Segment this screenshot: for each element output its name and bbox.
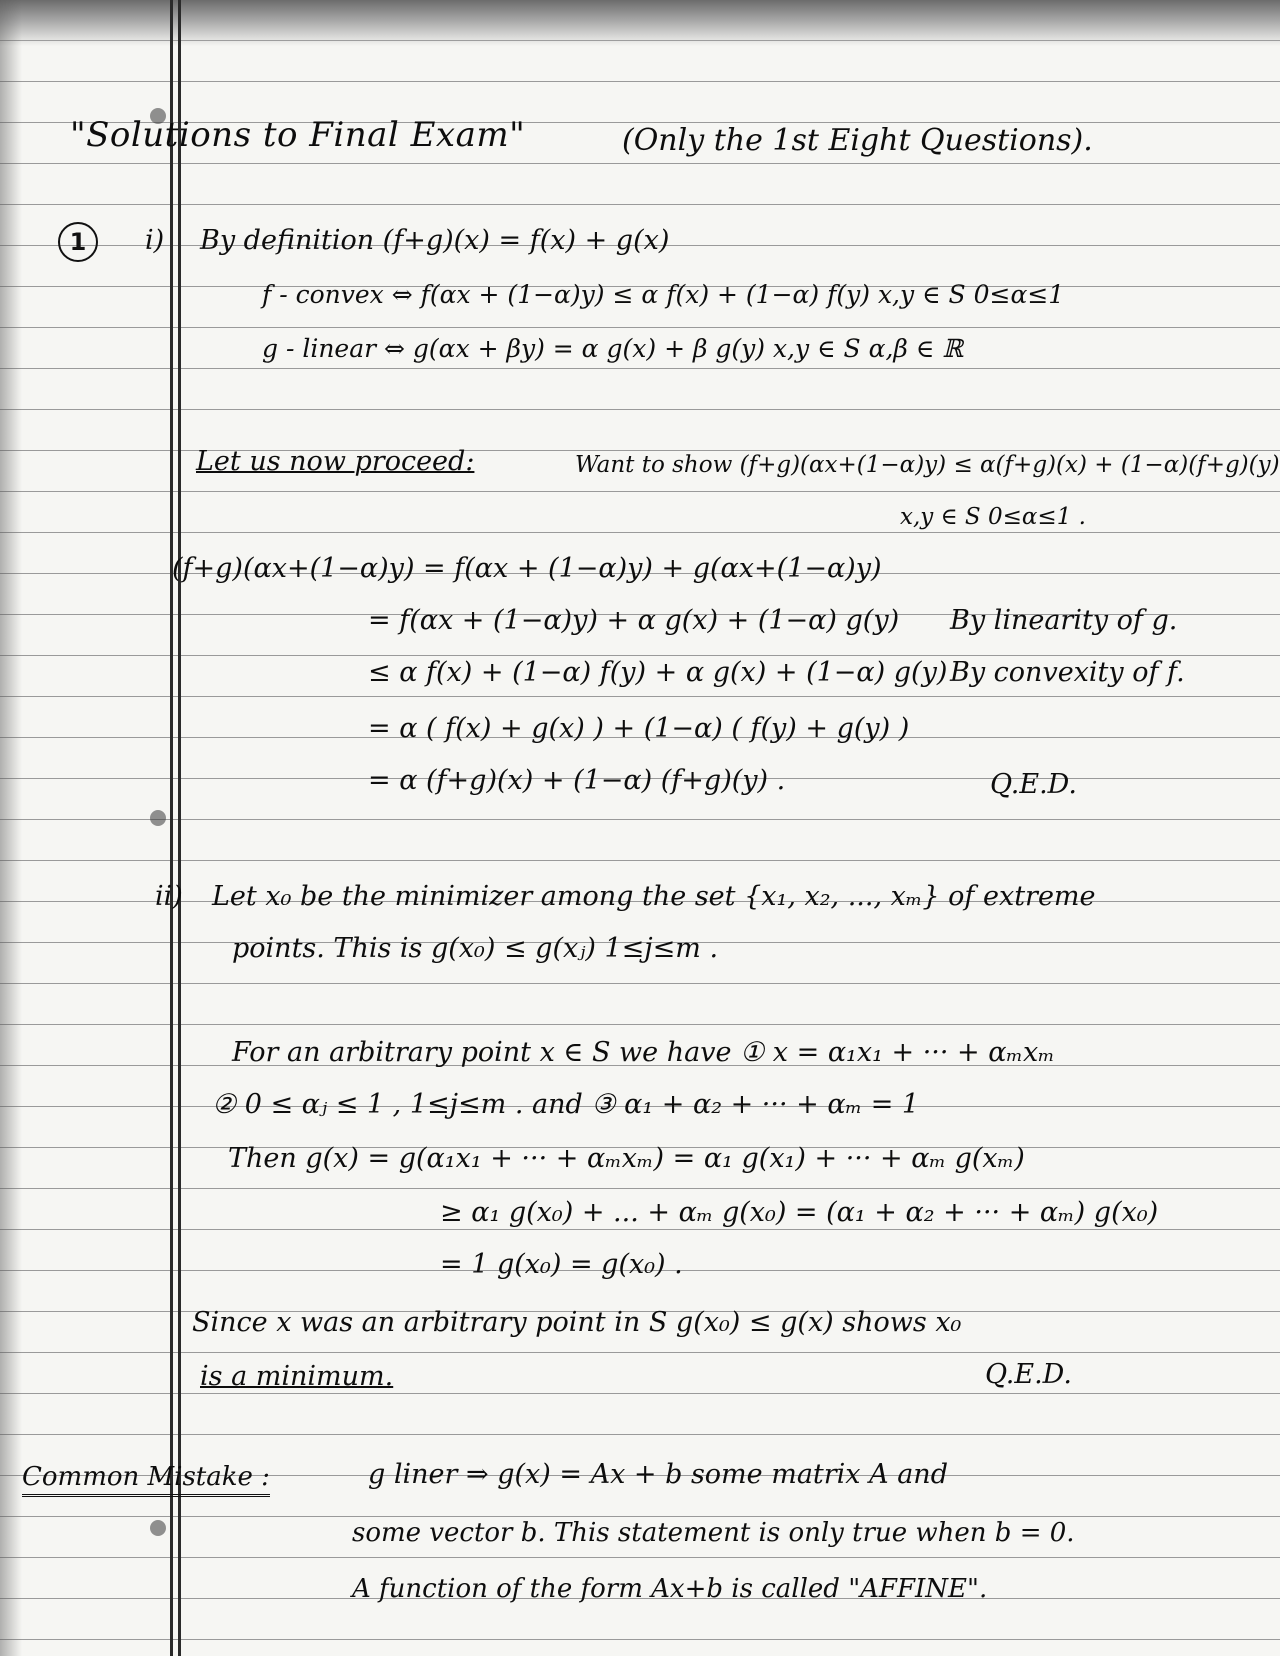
qed: Q.E.D. <box>990 769 1077 800</box>
proof-text: ≥ α₁ g(x₀) + ... + αₘ g(x₀) = (α₁ + α₂ + ··· + αₘ) g(x₀) <box>440 1197 1159 1228</box>
proof-step: = f(αx + (1−α)y) + α g(x) + (1−α) g(y) <box>368 605 900 636</box>
proof-reason: By linearity of g. <box>950 605 1178 636</box>
qed: Q.E.D. <box>985 1359 1072 1390</box>
common-mistake-label: Common Mistake : <box>22 1460 270 1497</box>
page-subtitle: (Only the 1st Eight Questions). <box>622 123 1093 158</box>
definition-line: By definition (f+g)(x) = f(x) + g(x) <box>200 225 670 256</box>
margin-line <box>178 0 181 1656</box>
part-label: i) <box>145 225 165 256</box>
proof-text: = 1 g(x₀) = g(x₀) . <box>440 1249 683 1280</box>
proof-step: = α ( f(x) + g(x) ) + (1−α) ( f(y) + g(y) ) <box>368 713 910 744</box>
convex-definition: f - convex ⇔ f(αx + (1−α)y) ≤ α f(x) + (1−α) f(y) x,y ∈ S 0≤α≤1 <box>262 280 1065 309</box>
want-condition: x,y ∈ S 0≤α≤1 . <box>900 504 1086 530</box>
punch-hole <box>150 1520 166 1536</box>
proof-text: is a minimum. <box>200 1361 394 1392</box>
mistake-text: g liner ⇒ g(x) = Ax + b some matrix A and <box>368 1459 948 1490</box>
proof-text: Then g(x) = g(α₁x₁ + ··· + αₘxₘ) = α₁ g(x₁) + ··· + αₘ g(xₘ) <box>228 1143 1025 1174</box>
proof-step: (f+g)(αx+(1−α)y) = f(αx + (1−α)y) + g(αx+(1−α)y) <box>172 553 882 584</box>
scan-shadow-top <box>0 0 1280 46</box>
mistake-text: A function of the form Ax+b is called "AFFINE". <box>352 1574 988 1604</box>
proof-text: Let x₀ be the minimizer among the set {x₁, x₂, ..., xₘ} of extreme <box>212 881 1096 912</box>
proof-text: For an arbitrary point x ∈ S we have ① x = α₁x₁ + ··· + αₘxₘ <box>232 1037 1055 1068</box>
proof-reason: By convexity of f. <box>950 657 1185 688</box>
proof-step: = α (f+g)(x) + (1−α) (f+g)(y) . <box>368 765 786 796</box>
linear-definition: g - linear ⇔ g(αx + βy) = α g(x) + β g(y) x,y ∈ S α,β ∈ ℝ <box>262 334 964 363</box>
question-number: 1 <box>58 222 98 262</box>
mistake-text: some vector b. This statement is only true when b = 0. <box>352 1518 1075 1548</box>
proof-text: Since x was an arbitrary point in S g(x₀) ≤ g(x) shows x₀ <box>192 1307 962 1338</box>
margin-line <box>170 0 173 1656</box>
scan-shadow-left <box>0 0 22 1656</box>
proof-step: ≤ α f(x) + (1−α) f(y) + α g(x) + (1−α) g(y) <box>368 657 948 688</box>
proof-text: points. This is g(x₀) ≤ g(xⱼ) 1≤j≤m . <box>232 933 719 964</box>
page-title: "Solutions to Final Exam" <box>70 115 526 155</box>
proceed-line: Let us now proceed: <box>196 446 475 477</box>
part-label: ii) <box>155 881 183 912</box>
proof-text: ② 0 ≤ αⱼ ≤ 1 , 1≤j≤m . and ③ α₁ + α₂ + ··· + αₘ = 1 <box>212 1089 920 1120</box>
punch-hole <box>150 810 166 826</box>
want-to-show: Want to show (f+g)(αx+(1−α)y) ≤ α(f+g)(x) + (1−α)(f+g)(y) <box>575 452 1280 478</box>
